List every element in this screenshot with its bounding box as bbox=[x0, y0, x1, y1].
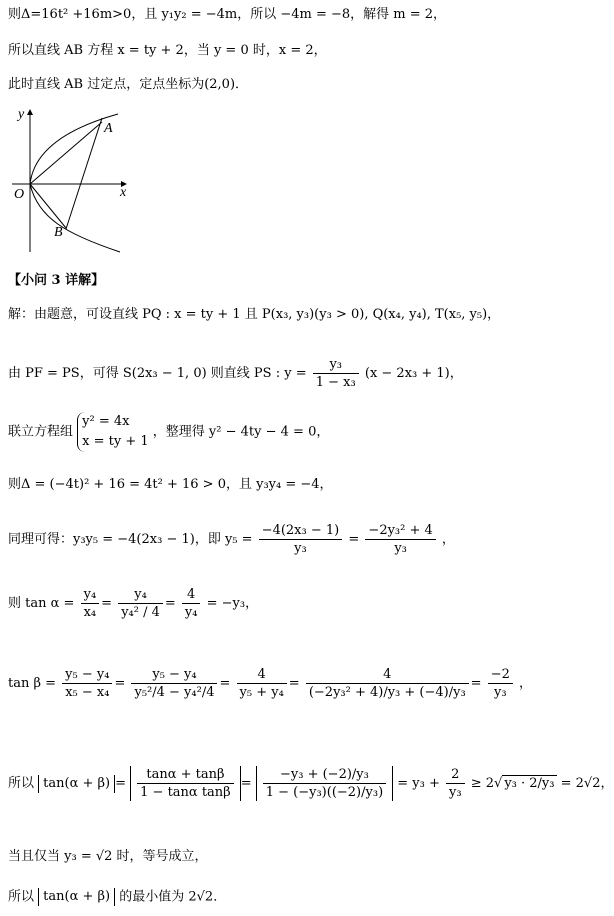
fraction: $\frac{\text{y₅ − y₄}}{\text{x₅ − x₄}}$ bbox=[62, 666, 112, 701]
abs-value bbox=[130, 766, 241, 801]
abs-value bbox=[256, 766, 393, 801]
x-axis-label: x bbox=[120, 185, 127, 200]
line-8: 同理可得：y₃y₅ = −4(2x₃ − 1)，即 y₅ = $\frac{\text{−4(2x₃ − 1)}}{\text{y₃}}$ = $\frac{\text{−2y₃² + 4}}{\text{y₃}}$ ， bbox=[8, 523, 455, 556]
line-ob bbox=[30, 184, 66, 228]
line-5-text-a: 由 PF = PS，可得 S(2x₃ − 1, 0) 则直线 PS : y = bbox=[8, 366, 307, 381]
fraction: $\frac{\tan\alpha + \tan\beta}{\text{1 − tanα tanβ}}$ bbox=[137, 766, 234, 801]
point-b-label: B bbox=[54, 225, 63, 240]
line-7: 则Δ = (−4t)² + 16 = 4t² + 16 > 0，且 y₃y₄ = −4， bbox=[8, 477, 333, 492]
line-oa bbox=[30, 122, 102, 184]
line-13: 所以 tan(α + β) 的最小值为 2√2． bbox=[8, 889, 227, 905]
fraction: $\frac{\text{y₅ − y₄}}{\text{y₅²/4 − y₄²/4}}$ bbox=[131, 666, 217, 701]
abs-value: tan(α + β) bbox=[38, 775, 115, 793]
y-axis-label: y bbox=[18, 107, 25, 122]
point-a-label: A bbox=[104, 121, 113, 136]
equation-system: y² = 4x x = ty + 1 bbox=[77, 412, 149, 452]
fraction: $\frac{-2}{\text{y₃}}$ bbox=[488, 666, 513, 701]
fraction: $\frac{2}{\text{y₃}}$ bbox=[446, 766, 465, 801]
line-3: 此时直线 AB 过定点，定点坐标为(2,0)． bbox=[8, 77, 249, 92]
line-6 bbox=[8, 412, 329, 452]
fraction: $\frac{\text{−y₃ + (−2)/y₃}}{\text{1 − (−y₃)((−2)/y₃)}}$ bbox=[263, 766, 386, 801]
fraction: $\frac{4}{\text{y₄}}$ bbox=[182, 586, 201, 621]
fraction: $\frac{4}{\text{y₅ + y₄}}$ bbox=[237, 666, 287, 701]
line-1: 则Δ=16t² +16m>0，且 y₁y₂ = −4m，所以 −4m = −8，解得 m = 2， bbox=[8, 7, 447, 22]
fraction: $\frac{\text{y₄}}{\text{x₄}}$ bbox=[81, 586, 100, 621]
line-6-text-a: 联立方程组 bbox=[8, 424, 74, 440]
line-2: 所以直线 AB 方程 x = ty + 2，当 y = 0 时，x = 2， bbox=[8, 43, 327, 58]
line-12: 当且仅当 y₃ = √2 时，等号成立， bbox=[8, 849, 208, 864]
sqrt: y₃ · 2/y₃ bbox=[504, 776, 555, 791]
fraction: $\frac{\text{y₄}}{\text{y₄² / 4}}$ bbox=[118, 586, 163, 621]
line-6-text-b: ，整理得 y² − 4ty − 4 = 0， bbox=[152, 424, 330, 440]
line-4: 解：由题意，可设直线 PQ : x = ty + 1 且 P(x₃, y₃)(y₃ > 0), Q(x₄, y₄), T(x₅, y₅)， bbox=[8, 307, 501, 322]
fraction: $\frac{\text{−2y₃² + 4}}{\text{y₃}}$ bbox=[365, 522, 435, 557]
line-11: 所以 tan(α + β) = $\frac{\tan\alpha + \tan\beta}{\text{1 − tanα tanβ}}$ = $\frac{\text{−y₃ + (−2)/y₃}}{\text{1 − (−y₃)((−2)/y₃)}}$ = y₃ + $\frac{2}{\text{y₃}}$ ≥ 2√ y₃ · 2/y₃ = 2√2， bbox=[8, 767, 614, 800]
line-ab bbox=[66, 118, 102, 229]
parabola-curve-lower bbox=[30, 184, 120, 252]
parabola-graph bbox=[8, 100, 158, 260]
origin-label: O bbox=[14, 187, 25, 202]
line-10: tan β = $\frac{\text{y₅ − y₄}}{\text{x₅ − x₄}}$ = $\frac{\text{y₅ − y₄}}{\text{y₅²/4 − y₄²/4}}$ = $\frac{4}{\text{y₅ + y₄}}$ = $\frac{4}{\text{(−2y₃² + 4)/y₃ + (−4)/y₃}}$ = $\frac{-2}{\text{y₃}}$ ， bbox=[8, 667, 533, 700]
fraction: $\frac{\text{−4(2x₃ − 1)}}{\text{y₃}}$ bbox=[259, 522, 343, 557]
line-9: 则 tan α = $\frac{\text{y₄}}{\text{x₄}}$ = $\frac{\text{y₄}}{\text{y₄² / 4}}$ = $\frac{4}{\text{y₄}}$ = −y₃， bbox=[8, 587, 259, 620]
line-5 bbox=[8, 356, 463, 391]
line-5-text-b: (x − 2x₃ + 1)， bbox=[364, 366, 463, 381]
fraction: $\frac{\text{y₃}}{\text{1 − x₃}}$ bbox=[313, 356, 359, 391]
abs-value: tan(α + β) bbox=[38, 888, 115, 906]
section-heading: 【小问 3 详解】 bbox=[8, 273, 105, 288]
fraction: $\frac{4}{\text{(−2y₃² + 4)/y₃ + (−4)/y₃}}$ bbox=[306, 666, 469, 701]
